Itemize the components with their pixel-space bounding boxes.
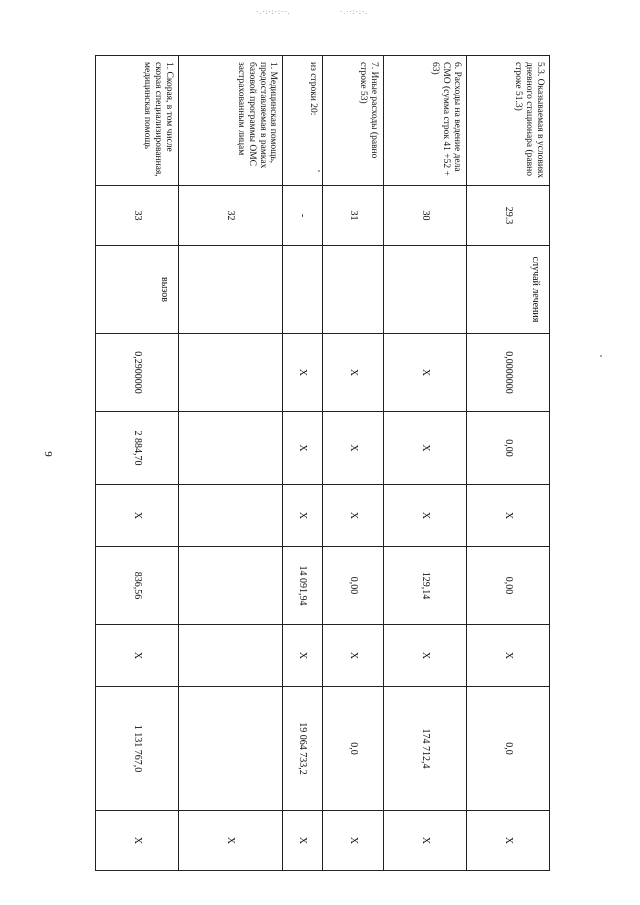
table-cell: X: [96, 811, 179, 871]
table-cell: 0,0: [323, 687, 384, 811]
table-cell: X: [384, 412, 467, 485]
table-cell: X: [96, 625, 179, 687]
table-cell: [178, 485, 283, 547]
line-number: 29.3: [467, 186, 550, 246]
line-number: 32: [178, 186, 283, 246]
table-cell: X: [178, 811, 283, 871]
table-cell: X: [283, 811, 323, 871]
row-name: 7. Иные расходы (равно строке 53): [323, 56, 384, 186]
unit-cell: [323, 246, 384, 334]
table-cell: X: [283, 412, 323, 485]
table-cell: X: [323, 412, 384, 485]
row-name: из строки 20:: [283, 56, 323, 186]
table-cell: X: [283, 334, 323, 412]
table-cell: 14 091,94: [283, 547, 323, 625]
row-name: 1. Медицинская помощь, предоставляемая в рамках базовой программы ОМС застрахованным лицам: [178, 56, 283, 186]
page-number: 9: [41, 451, 54, 457]
table-cell: [178, 547, 283, 625]
table-cell: X: [384, 625, 467, 687]
table-cell: X: [283, 625, 323, 687]
table-cell: 129,14: [384, 547, 467, 625]
table-cell: [178, 412, 283, 485]
table-cell: [178, 625, 283, 687]
table-row: [178, 56, 283, 871]
line-number: 31: [323, 186, 384, 246]
table-cell: 19 064 733,2: [283, 687, 323, 811]
table-cell: 0,00: [467, 412, 550, 485]
scan-artifact: ·.·:·:·:··.: [256, 8, 291, 16]
table-cell: X: [467, 625, 550, 687]
row-name: 6. Расходы на ведение дела СМО (сумма строк 41 +52 + 63): [384, 56, 467, 186]
data-table: [95, 55, 550, 871]
table-cell: 2 884,70: [96, 412, 179, 485]
table-row: [96, 56, 179, 871]
line-number: 30: [384, 186, 467, 246]
table-cell: X: [467, 485, 550, 547]
table-cell: 0,00: [467, 547, 550, 625]
unit-cell: [384, 246, 467, 334]
scan-speck: [600, 355, 602, 357]
line-number: -: [283, 186, 323, 246]
table-cell: X: [384, 334, 467, 412]
table-cell: X: [384, 485, 467, 547]
table-cell: X: [283, 485, 323, 547]
table-cell: X: [323, 811, 384, 871]
scan-artifact: ·.··:·:·.: [340, 8, 369, 16]
table-cell: 1 131 767,0: [96, 687, 179, 811]
table-cell: 836,56: [96, 547, 179, 625]
table-row: [323, 56, 384, 871]
table-row: [283, 56, 323, 871]
table-row: [467, 56, 550, 871]
table-cell: X: [96, 485, 179, 547]
table-cell: X: [323, 625, 384, 687]
table-cell: 174 712,4: [384, 687, 467, 811]
table-cell: 0,2900000: [96, 334, 179, 412]
table-row: [384, 56, 467, 871]
unit-cell: [178, 246, 283, 334]
row-name: 1. Скорая, в том числе скорая специализированная, медицинская помощь: [96, 56, 179, 186]
row-name: 5.3. Оказываемая в условиях дневного стационара (равно строке 51.3): [467, 56, 550, 186]
table-cell: 0,0000000: [467, 334, 550, 412]
unit-cell: [283, 246, 323, 334]
unit-cell: вызов: [96, 246, 179, 334]
table-cell: X: [467, 811, 550, 871]
unit-cell: случай лечения: [467, 246, 550, 334]
data-table-wrapper: [95, 55, 550, 870]
table-cell: X: [323, 485, 384, 547]
table-cell: X: [384, 811, 467, 871]
table-cell: [178, 334, 283, 412]
table-cell: X: [323, 334, 384, 412]
table-cell: [178, 687, 283, 811]
table-cell: 0,00: [323, 547, 384, 625]
table-cell: 0,0: [467, 687, 550, 811]
line-number: 33: [96, 186, 179, 246]
